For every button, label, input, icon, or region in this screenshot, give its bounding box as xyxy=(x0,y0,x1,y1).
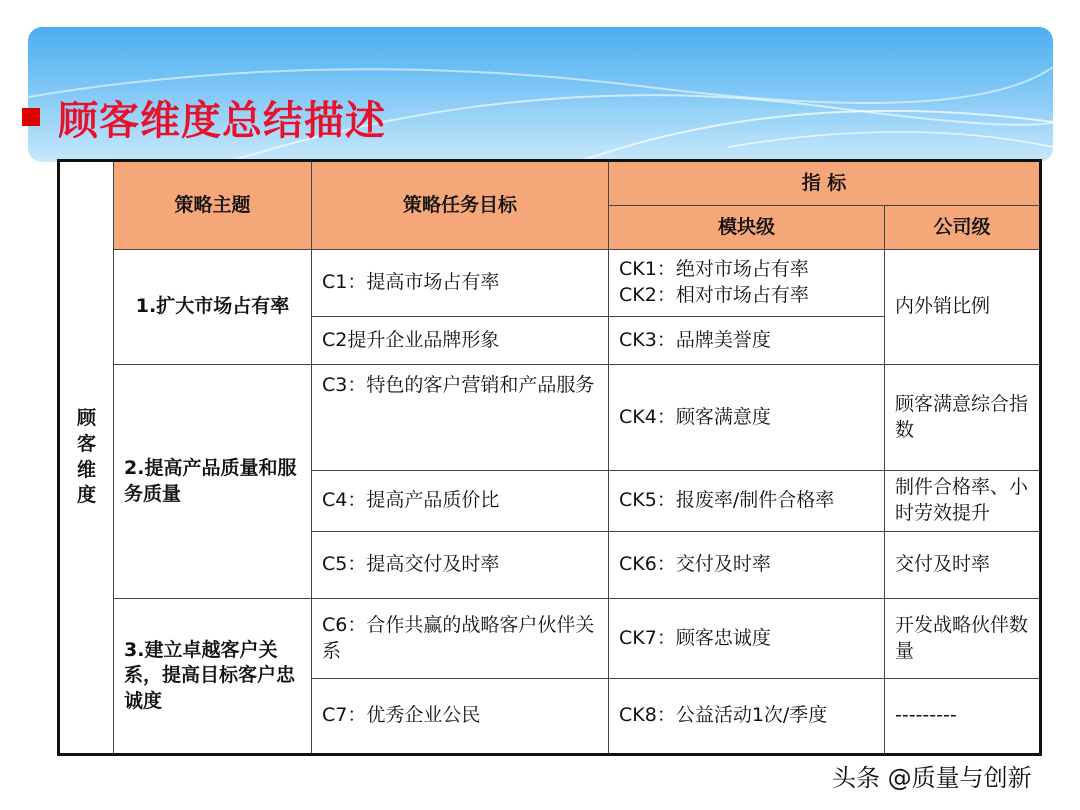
theme-1: 1.扩大市场占有率 xyxy=(114,250,312,365)
company-4: 交付及时率 xyxy=(885,532,1041,599)
goal-c6: C6：合作共赢的战略客户伙伴关系 xyxy=(312,599,609,679)
module-ck1: CK1：绝对市场占有率 xyxy=(619,258,809,281)
company-6: --------- xyxy=(885,679,1041,755)
module-ck8: CK8：公益活动1次/季度 xyxy=(609,679,885,755)
page-title: 顾客维度总结描述 xyxy=(58,97,386,144)
summary-table xyxy=(57,159,1042,756)
module-ck2: CK2：相对市场占有率 xyxy=(619,284,809,306)
goal-c5: C5：提高交付及时率 xyxy=(312,532,609,599)
title-bullet xyxy=(22,108,40,126)
company-5: 开发战略伙伴数量 xyxy=(885,599,1041,679)
header-company-level: 公司级 xyxy=(885,206,1041,250)
company-1: 内外销比例 xyxy=(885,250,1041,365)
header-module-level: 模块级 xyxy=(609,206,885,250)
title-area xyxy=(22,92,386,142)
module-ck6: CK6：交付及时率 xyxy=(609,532,885,599)
header-strategy-goal: 策略任务目标 xyxy=(312,161,609,250)
goal-c2: C2提升企业品牌形象 xyxy=(312,317,609,365)
module-ck5: CK5：报废率/制件合格率 xyxy=(609,471,885,532)
theme-2: 2.提高产品质量和服务质量 xyxy=(114,365,312,599)
module-ck3: CK3：品牌美誉度 xyxy=(609,317,885,365)
module-ck4: CK4：顾客满意度 xyxy=(609,365,885,471)
module-ck1-ck2 xyxy=(609,250,885,317)
company-3: 制件合格率、小时劳效提升 xyxy=(885,471,1041,532)
header-indicator: 指 标 xyxy=(609,161,1041,206)
goal-c3: C3：特色的客户营销和产品服务 xyxy=(312,365,609,471)
theme-3: 3.建立卓越客户关系，提高目标客户忠诚度 xyxy=(114,599,312,755)
header-strategy-theme: 策略主题 xyxy=(114,161,312,250)
module-ck7: CK7：顾客忠诚度 xyxy=(609,599,885,679)
goal-c4: C4：提高产品质价比 xyxy=(312,471,609,532)
goal-c7: C7：优秀企业公民 xyxy=(312,679,609,755)
company-2: 顾客满意综合指数 xyxy=(885,365,1041,471)
goal-c1: C1：提高市场占有率 xyxy=(312,250,609,317)
side-label: 顾客维度 xyxy=(59,161,114,755)
watermark: 头条 @质量与创新 xyxy=(832,764,1032,792)
